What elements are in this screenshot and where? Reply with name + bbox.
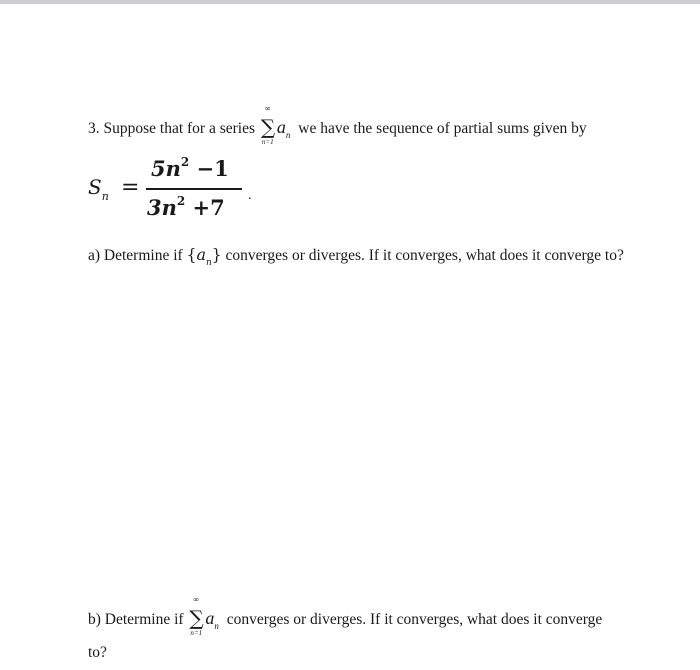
sequence-notation: $\{a_n\}$ — [186, 245, 222, 268]
part-b-tail: to? — [88, 644, 107, 661]
series-term: a — [276, 117, 286, 137]
summation-symbol-b — [189, 595, 204, 637]
fraction-denominator: $3n^2 +7$ — [147, 194, 225, 220]
sigma-icon: ∑ — [260, 115, 276, 139]
part-a-question — [88, 245, 624, 268]
series-term-subscript: n — [285, 130, 291, 140]
sigma-lower-limit-b: n=1 — [190, 629, 203, 637]
part-b-text: converges or diverges. If it converges, what does it converge — [226, 611, 603, 628]
problem-statement — [88, 104, 587, 146]
series-term-subscript-b: n — [214, 621, 219, 631]
top-border — [0, 0, 700, 4]
sigma-icon-b: ∑ — [189, 606, 204, 630]
part-b-label: b) Determine if — [88, 611, 184, 628]
part-a-text: converges or diverges. If it converges, what does it converge to? — [225, 247, 624, 264]
partial-sum-symbol: $S_n$ — [88, 175, 109, 203]
fraction-bar — [146, 188, 242, 190]
sigma-upper-limit: ∞ — [264, 104, 271, 113]
equals-sign: = — [121, 175, 140, 200]
series-term-b: a — [205, 608, 215, 628]
part-b-question — [88, 595, 603, 637]
problem-intro-cont: we have the sequence of partial sums given by — [298, 120, 587, 137]
sigma-upper-limit-b: ∞ — [193, 595, 200, 604]
sigma-lower-limit: n=1 — [261, 138, 274, 146]
problem-intro: Suppose that for a series — [103, 120, 256, 137]
formula-period: . — [248, 188, 252, 203]
part-a-label: a) Determine if — [88, 247, 183, 264]
fraction-numerator: $5n^2 -1$ — [151, 155, 229, 181]
summation-symbol — [260, 104, 276, 146]
problem-number: 3. — [88, 120, 100, 137]
